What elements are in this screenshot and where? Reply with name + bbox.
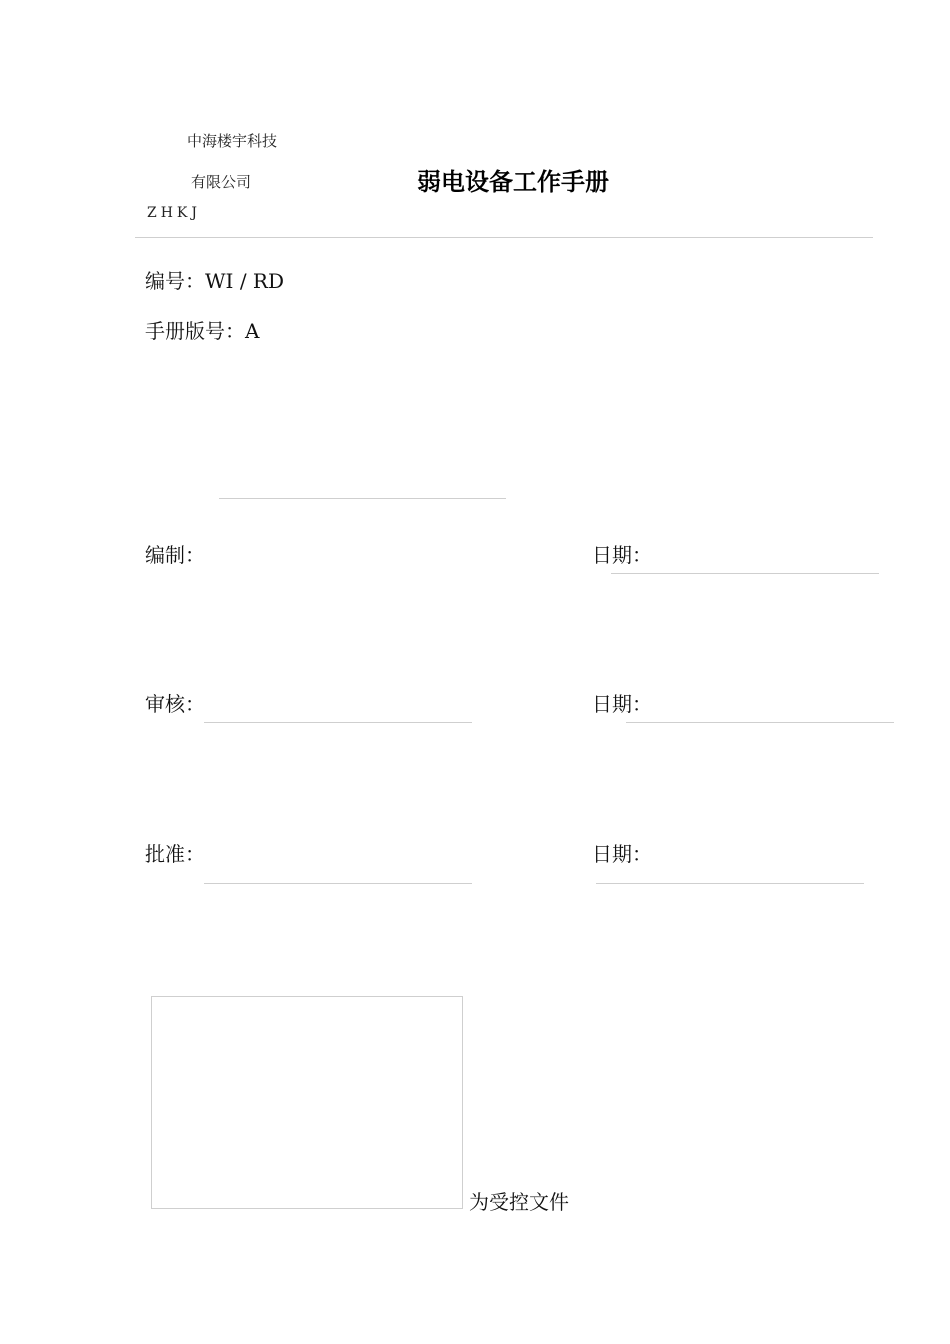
review-date-line[interactable]: [626, 722, 894, 723]
blank-underline: [219, 498, 506, 499]
compile-date-label: 日期：: [592, 543, 652, 567]
stamp-box: [151, 996, 463, 1209]
approve-date-line[interactable]: [596, 883, 864, 884]
approve-signature-line[interactable]: [204, 883, 472, 884]
approve-date-label: 日期：: [592, 842, 652, 866]
company-name-line1: 中海楼宇科技: [187, 132, 278, 150]
approve-label: 批准：: [145, 842, 205, 866]
review-date-label: 日期：: [592, 692, 652, 716]
document-title: 弱电设备工作手册: [417, 168, 609, 196]
header-divider: [135, 237, 873, 238]
document-number: 编号：WI / RD: [145, 269, 285, 293]
company-abbr: ZHKJ: [147, 205, 202, 221]
manual-version: 手册版号：A: [145, 319, 260, 343]
review-signature-line[interactable]: [204, 722, 472, 723]
compile-label: 编制：: [145, 543, 205, 567]
company-name-line2: 有限公司: [191, 173, 252, 191]
review-label: 审核：: [145, 692, 205, 716]
compile-date-line[interactable]: [611, 573, 879, 574]
controlled-document-text: 为受控文件: [469, 1190, 569, 1214]
